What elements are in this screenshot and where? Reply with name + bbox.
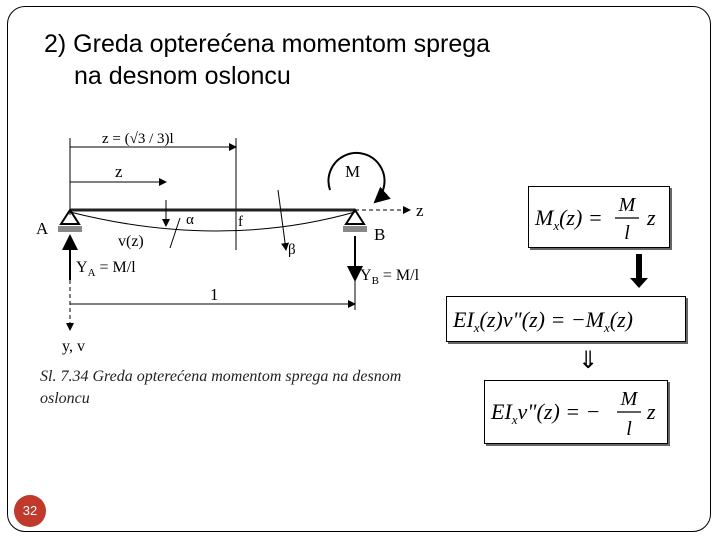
svg-text:M: M <box>618 194 636 216</box>
title-line-2: na desnom osloncu <box>74 62 291 90</box>
equation-box-1 <box>528 186 670 248</box>
alpha-line <box>170 218 180 248</box>
f-label: f <box>238 214 243 230</box>
support-a-base <box>58 226 82 232</box>
angle-beta: β <box>288 242 296 258</box>
figure-caption: Sl. 7.34 Greda opterećena momentom sprega na desnom osloncu <box>40 368 402 407</box>
dim-z-label: z <box>115 162 123 181</box>
reaction-b-label: $Y_B = M/l$ <box>360 267 420 287</box>
svg-text:l: l <box>626 418 632 440</box>
angle-alpha: α <box>186 212 194 228</box>
support-b-label: B <box>374 225 386 244</box>
beta-line <box>278 190 286 250</box>
z-formula-label: z = (√3 / 3)l <box>102 131 174 147</box>
deflection-curve <box>70 212 355 231</box>
svg-text:z: z <box>647 399 656 424</box>
svg-text:l: l <box>624 222 630 244</box>
support-a-label: A <box>36 219 49 238</box>
equation-1 <box>529 187 669 247</box>
moment-label: M <box>345 162 361 181</box>
reaction-a-label: $Y_A = M/l$ <box>76 259 136 279</box>
deflection-label: v(z) <box>118 233 144 250</box>
equation-2 <box>447 297 685 341</box>
beam-diagram <box>30 130 440 360</box>
title-line-1: 2) Greda opterećena momentom sprega <box>44 30 491 58</box>
slide-title <box>44 28 490 92</box>
svg-text:M: M <box>620 388 638 410</box>
down-arrow-1 <box>636 254 642 280</box>
implies-arrow: ⇓ <box>578 346 599 374</box>
equation-box-2 <box>446 296 686 342</box>
svg-text:z: z <box>647 205 656 230</box>
equation-3 <box>485 381 667 443</box>
z-axis-label: z <box>416 201 424 220</box>
yv-axis-label: y, v <box>62 338 85 355</box>
support-b-base <box>343 226 367 232</box>
svg-text:EIx(z)v"(z) = −Mx(z): $EI_x(z)v"(z) = -M_x(z)$ <box>453 307 633 335</box>
svg-text:EIxv"(z) = −: $EI_xv"(z)$ = − <box>491 399 601 427</box>
span-label: 1 <box>210 285 219 304</box>
down-arrow-1-head <box>630 278 648 288</box>
svg-text:Mx(z) =: $M_x(z)$ = <box>535 205 603 233</box>
slide-number-badge: 32 <box>14 495 46 527</box>
equation-box-3 <box>484 380 668 444</box>
